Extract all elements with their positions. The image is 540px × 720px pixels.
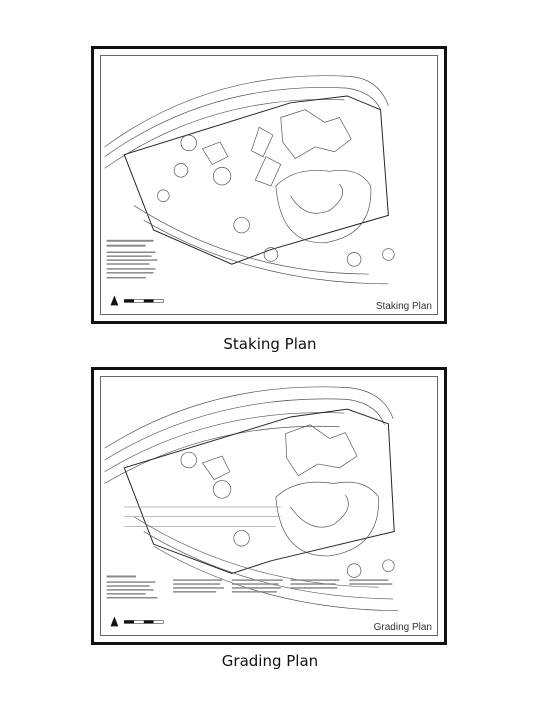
sheet-title-tag: Grading Plan bbox=[373, 622, 432, 633]
staking-plan-caption: Staking Plan bbox=[223, 335, 317, 353]
staking-plan-linework bbox=[94, 49, 444, 321]
staking-plan-drawing bbox=[91, 46, 447, 324]
grading-plan-caption: Grading Plan bbox=[221, 652, 319, 670]
grading-plan-linework bbox=[94, 370, 444, 642]
grading-plan-drawing bbox=[91, 367, 447, 645]
sheet-title-tag: Staking Plan bbox=[375, 301, 432, 312]
